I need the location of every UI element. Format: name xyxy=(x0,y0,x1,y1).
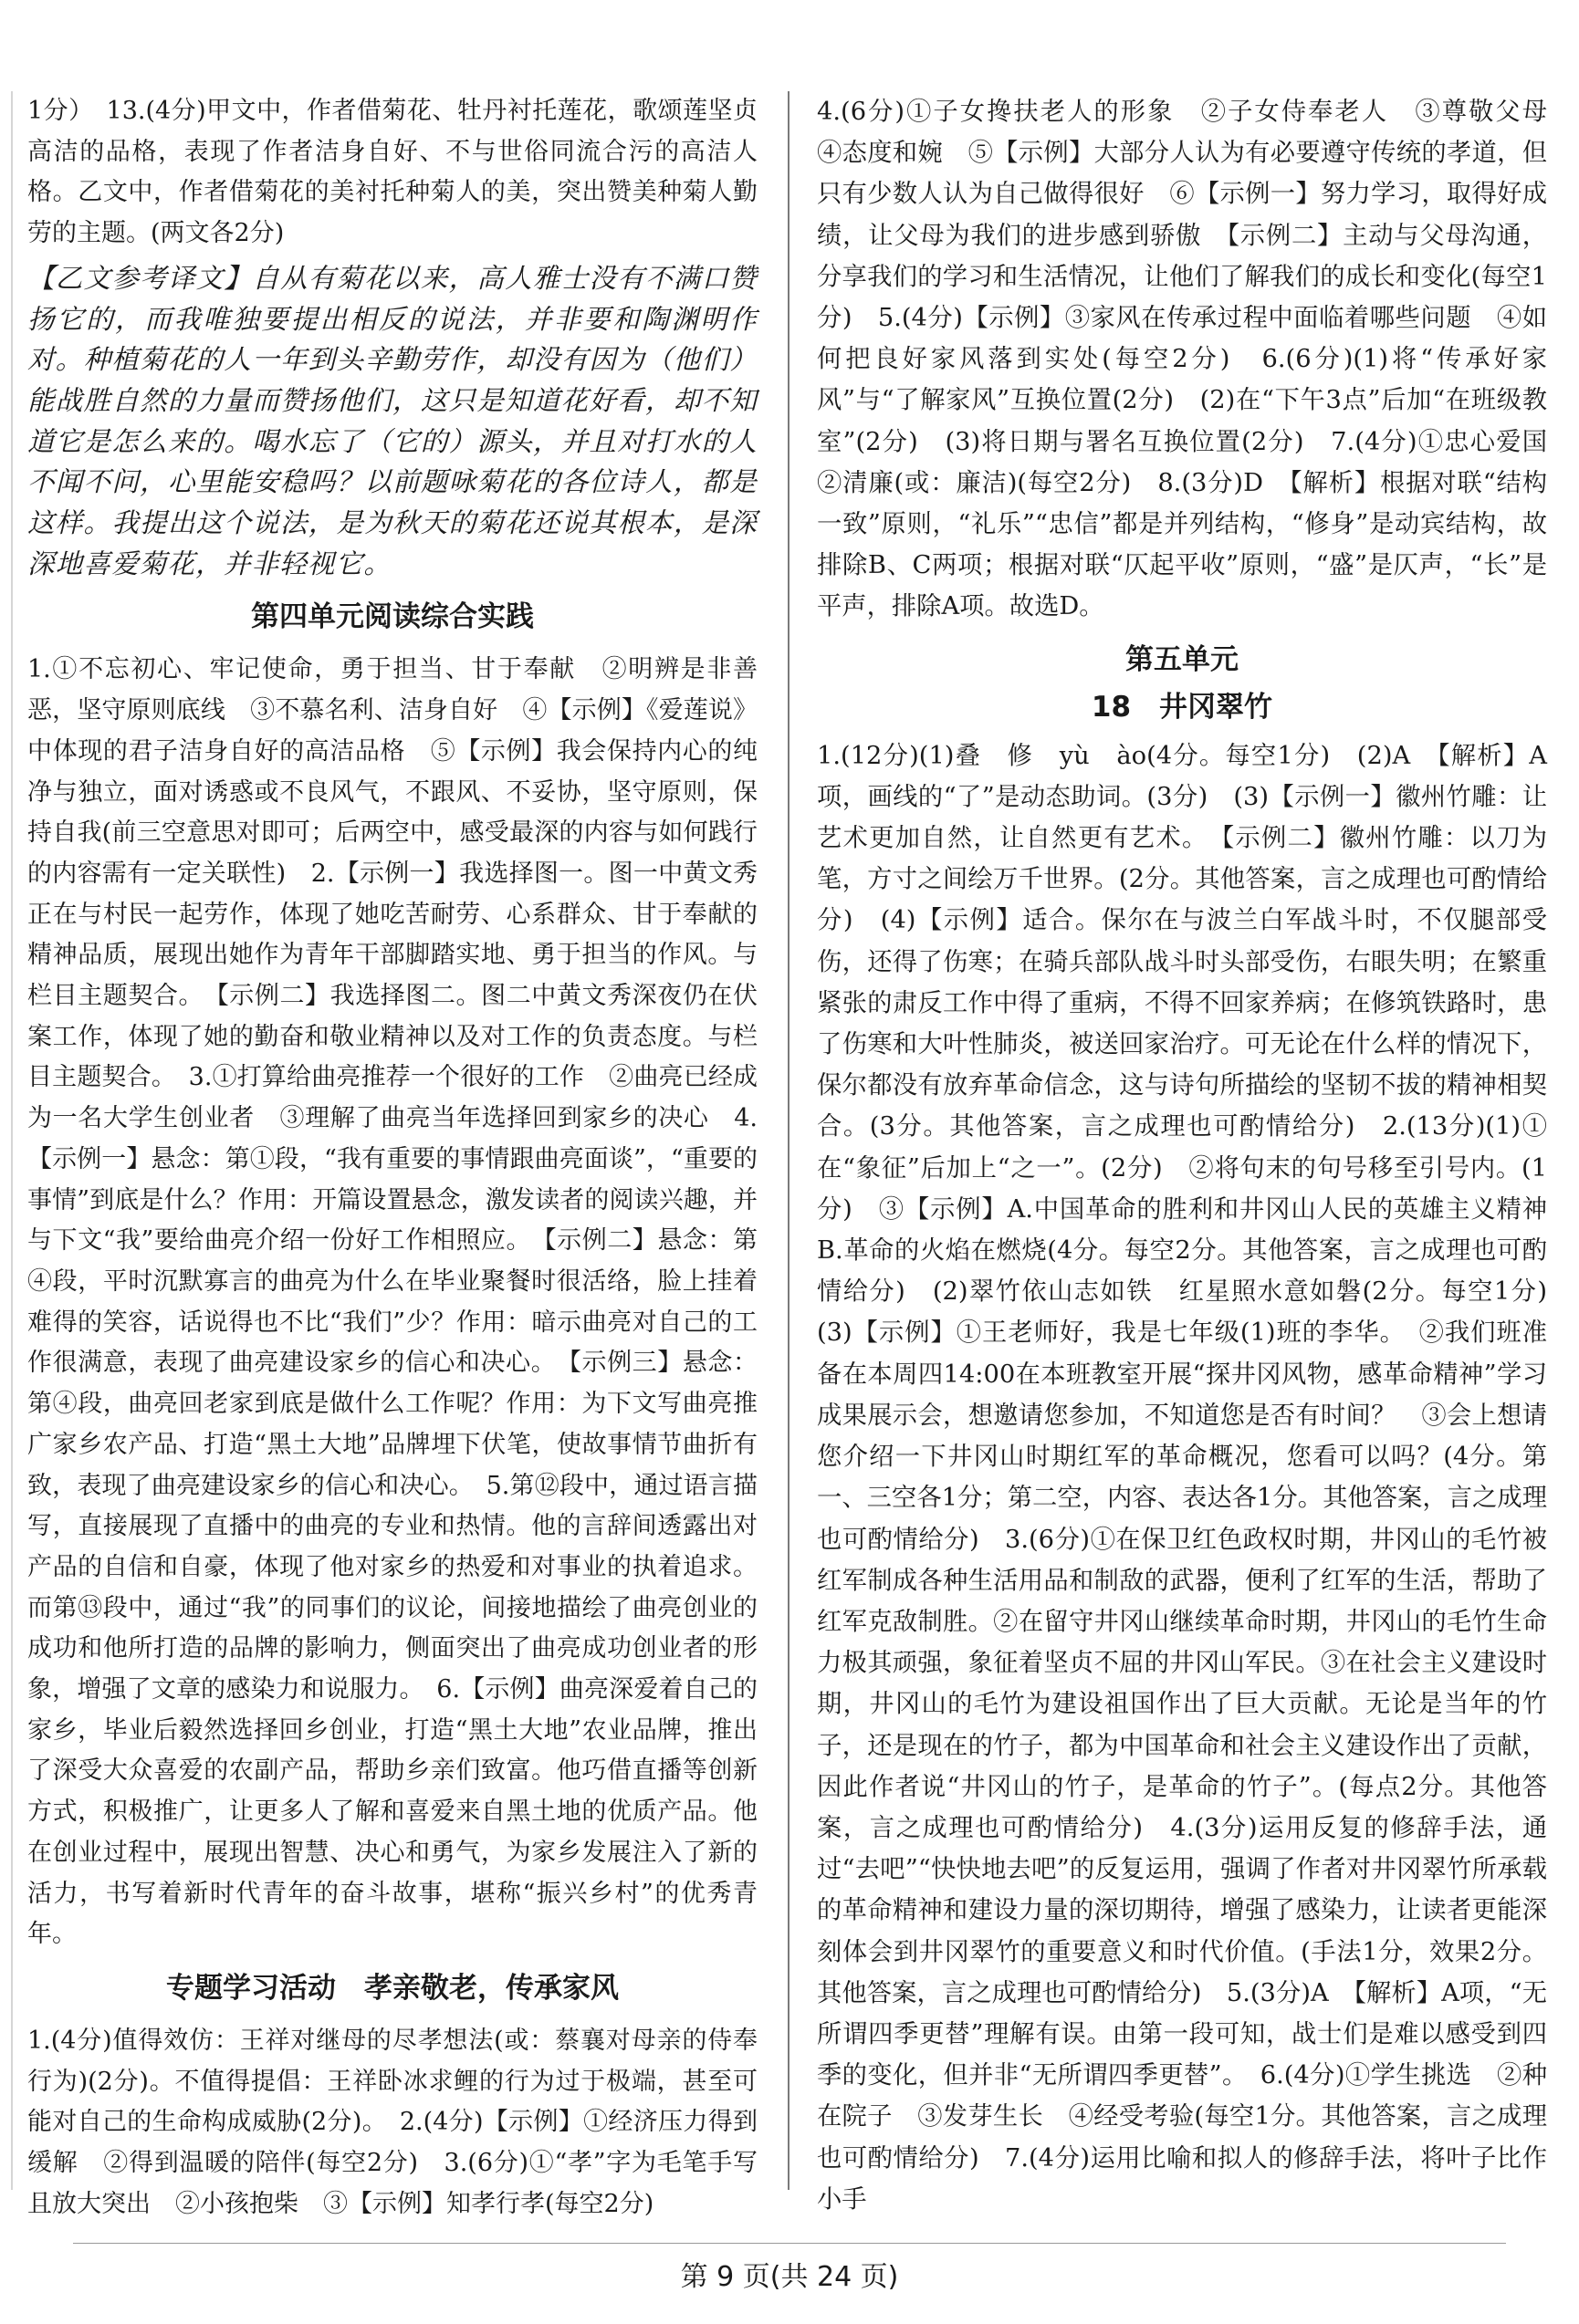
lesson-title: 18 井冈翠竹 xyxy=(1091,690,1273,724)
answer-paragraph-special-activity-cont: 4.(6分)①子女搀扶老人的形象 ②子女侍奉老人 ③尊敬父母 ④态度和婉 ⑤【示例】大部分人认为有必要遵守传统的孝道，但只有少数人认为自己做得很好 ⑥【示例一】努力学习，取得好成绩，让父母为我们的进步感到骄傲 【示例二】主动与父母沟通，分享我们的学习和生活情况，让他们了解我们的成长和变化(每空1分) 5.(4分)【示例】③家风在传承过程中面临着哪些问题 ④如何把良好家风落到实处(每空2分) 6.(6分)(1)将“传承好家风”与“了解家风”互换位置(2分) (2)在“下午3点”后加“在班级教室”(2分) (3)将日期与署名互换位置(2分) 7.(4分)①忠心爱国 ②清廉(或：廉洁)(每空2分) 8.(3分)D 【解析】根据对联“结构一致”原则，“礼乐”“忠信”都是并列结构，“修身”是动宾结构，故排除B、C两项；根据对联“仄起平收”原则，“盛”是仄声，“长”是平声，排除A项。故选D。 xyxy=(817,98,1573,621)
answer-paragraph-unit4: 1.①不忘初心、牢记使命，勇于担当、甘于奉献 ②明辨是非善恶，坚守原则底线 ③不慕名利、洁身自好 ④【示例】《爱莲说》中体现的君子洁身自好的高洁品格 ⑤【示例】我会保持内心的纯净与独立，面对诱惑或不良风气，不跟风、不妥协，坚守原则，保持自我(前三空意思对即可；后两空中，感受最深的内容与如何践行的内容需有一定关联性) 2.【示例一】我选择图一。图一中黄文秀正在与村民一起劳作，体现了她吃苦耐劳、心系群众、甘于奉献的精神品质，展现出她作为青年干部脚踏实地、勇于担当的作风。与栏目主题契合。 【示例二】我选择图二。图二中黄文秀深夜仍在伏案工作，体现了她的勤奋和敬业精神以及对工作的负责态度。与栏目主题契合。 3.①打算给曲亮推荐一个很好的工作 ②曲亮已经成为一名大学生创业者 ③理解了曲亮当年选择回到家乡的决心 4.【示例一】悬念：第①段，“我有重要的事情跟曲亮面谈”，“重要的事情”到底是什么？作用：开篇设置悬念，激发读者的阅读兴趣，并与下文“我”要给曲亮介绍一份好工作相照应。 【示例二】悬念：第④段，平时沉默寡言的曲亮为什么在毕业聚餐时很活络，脸上挂着难得的笑容，话说得也不比“我们”少？作用：暗示曲亮对自己的工作很满意，表现了曲亮建设家乡的信心和决心。 【示例三】悬念：第④段，曲亮回老家到底是做什么工作呢？作用：为下文写曲亮推广家乡农产品、打造“黑土大地”品牌埋下伏笔，使故事情节曲折有致，表现了曲亮建设家乡的信心和决心。 5.第⑫段中，通过语言描写，直接展现了直播中的曲亮的专业和热情。他的言辞间透露出对产品的自信和自豪，体现了他对家乡的热爱和对事业的执着追求。而第⑬段中，通过“我”的同事们的议论，间接地描绘了曲亮创业的成功和他所打造的品牌的影响力，侧面突出了曲亮成功创业者的形象，增强了文章的感染力和说服力。 6.【示例】曲亮深爱着自己的家乡，毕业后毅然选择回乡创业，打造“黑土大地”农业品牌，推出了深受大众喜爱的农副产品，帮助乡亲们致富。他巧借直播等创新方式，积极推广，让更多人了解和喜爱来自黑土地的优质产品。他在创业过程中，展现出智慧、决心和勇气，为家乡发展注入了新的活力，书写着新时代青年的奋斗故事，堪称“振兴乡村”的优秀青年。 xyxy=(27,655,758,1949)
binding-margin-line xyxy=(11,91,13,2190)
reference-translation: 【乙文参考译文】自从有菊花以来，高人雅士没有不满口赞扬它的，而我唯独要提出相反的说法，并非要和陶渊明作对。种植菊花的人一年到头辛勤劳作，却没有因为（他们）能战胜自然的力量而赞扬他们，这只是知道花好看，却不知道它是怎么来的。喝水忘了（它的）源头，并且对打水的人不闻不问，心里能安稳吗？以前题咏菊花的各位诗人，都是这样。我提出这个说法，是为秋天的菊花还说其根本，是深深地喜爱菊花，并非轻视它。 xyxy=(27,262,758,579)
answer-paragraph-lesson18: 1.(12分)(1)叠 修 yù ào(4分。每空1分) (2)A 【解析】A项，画线的“了”是动态助词。(3分) (3)【示例一】徽州竹雕：让艺术更加自然，让自然更有艺术。 【示例二】徽州竹雕：以刀为笔，方寸之间绘万千世界。(2分。其他答案，言之成理也可酌情给分) (4)【示例】适合。保尔在与波兰白军战斗时，不仅腿部受伤，还得了伤寒；在骑兵部队战斗时头部受伤，右眼失明；在繁重紧张的肃反工作中得了重病，不得不回家养病；在修筑铁路时，患了伤寒和大叶性肺炎，被送回家治疗。可无论在什么样的情况下，保尔都没有放弃革命信念，这与诗句所描绘的坚韧不拔的精神相契合。(3分。其他答案，言之成理也可酌情给分) 2.(13分)(1)①在“象征”后加上“之一”。(2分) ②将句末的句号移至引号内。(1分) ③【示例】A.中国革命的胜利和井冈山人民的英雄主义精神 B.革命的火焰在燃烧(4分。每空2分。其他答案，言之成理也可酌情给分) (2)翠竹依山志如铁 红星照水意如磐(2分。每空1分) (3)【示例】①王老师好，我是七年级(1)班的李华。 ②我们班准备在本周四14:00在本班教室开展“探井冈风物，感革命精神”学习成果展示会，想邀请您参加，不知道您是否有时间？ ③会上想请您介绍一下井冈山时期红军的革命概况，您看可以吗？(4分。第一、三空各1分；第二空，内容、表达各1分。其他答案，言之成理也可酌情给分) 3.(6分)①在保卫红色政权时期，井冈山的毛竹被红军制成各种生活用品和制敌的武器，便利了红军的生活，帮助了红军克敌制胜。②在留守井冈山继续革命时期，井冈山的毛竹生命力极其顽强，象征着坚贞不屈的井冈山军民。③在社会主义建设时期，井冈山的毛竹为建设祖国作出了巨大贡献。无论是当年的竹子，还是现在的竹子，都为中国革命和社会主义建设作出了贡献，因此作者说“井冈山的竹子，是革命的竹子”。(每点2分。其他答案，言之成理也可酌情给分) 4.(3分)运用反复的修辞手法，通过“去吧”“快快地去吧”的反复运用，强调了作者对井冈翠竹所承载的革命精神和建设力量的深切期待，增强了感染力，让读者更能深刻体会到井冈翠竹的重要意义和时代价值。(手法1分，效果2分。其他答案，言之成理也可酌情给分) 5.(3分)A 【解析】A项，“无所谓四季更替”理解有误。由第一段可知，战士们是难以感受到四季的变化，但并非“无所谓四季更替”。 6.(4分)①学生挑选 ②种在院子 ③发芽生长 ④经受考验(每空1分。其他答案，言之成理也可酌情给分) 7.(4分)运用比喻和拟人的修辞手法，将叶子比作小手 xyxy=(817,741,1573,2214)
column-divider xyxy=(788,91,790,2190)
unit-title: 第五单元 xyxy=(1125,642,1239,676)
left-column xyxy=(27,91,758,2225)
right-column xyxy=(817,91,1573,2220)
page-number: 第 9 页(共 24 页) xyxy=(680,2261,899,2293)
answer-paragraph-special-activity: 1.(4分)值得效仿：王祥对继母的尽孝想法(或：蔡襄对母亲的侍奉行为)(2分)。不值得提倡：王祥卧冰求鲤的行为过于极端，甚至可能对自己的生命构成威胁(2分)。 2.(4分)【示例】①经济压力得到缓解 ②得到温暖的陪伴(每空2分) 3.(6分)①“孝”字为毛笔手写且放大突出 ②小孩抱柴 ③【示例】知孝行孝(每空2分) xyxy=(27,2026,758,2218)
footer-rule xyxy=(73,2243,1506,2244)
section-title-special-activity: 专题学习活动 孝亲敬老，传承家风 xyxy=(166,1971,619,2005)
answer-paragraph-lotus: 1分） 13.(4分)甲文中，作者借菊花、牡丹衬托莲花，歌颂莲坚贞高洁的品格，表现了作者洁身自好、不与世俗同流合污的高洁人格。乙文中，作者借菊花的美衬托种菊人的美，突出赞美种菊人勤劳的主题。(两文各2分) xyxy=(27,97,758,248)
section-title-unit4-practice: 第四单元阅读综合实践 xyxy=(251,600,534,634)
